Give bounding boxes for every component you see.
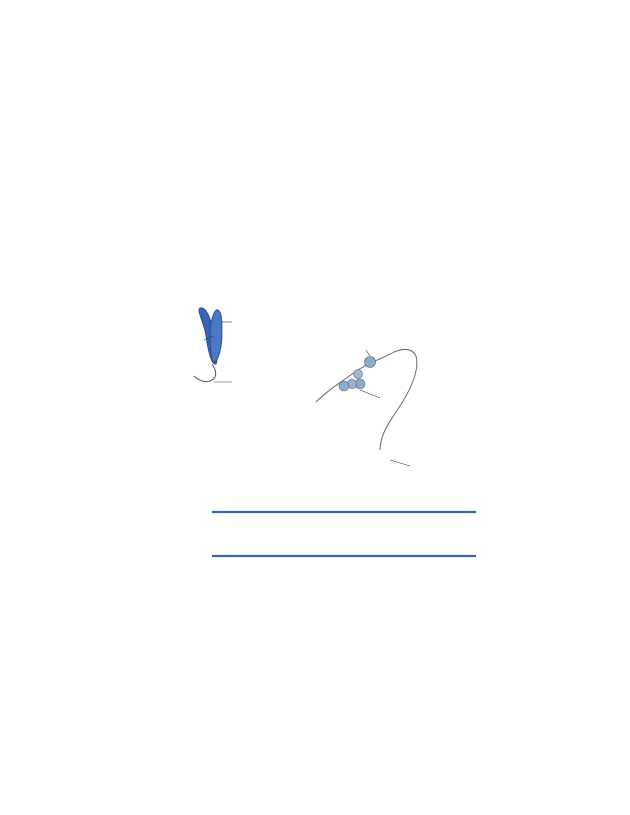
dna-macrostructure-figure	[148, 300, 488, 570]
chromosome-shape	[199, 308, 222, 364]
histone-spheres	[316, 349, 417, 450]
figure-caption	[75, 573, 556, 585]
